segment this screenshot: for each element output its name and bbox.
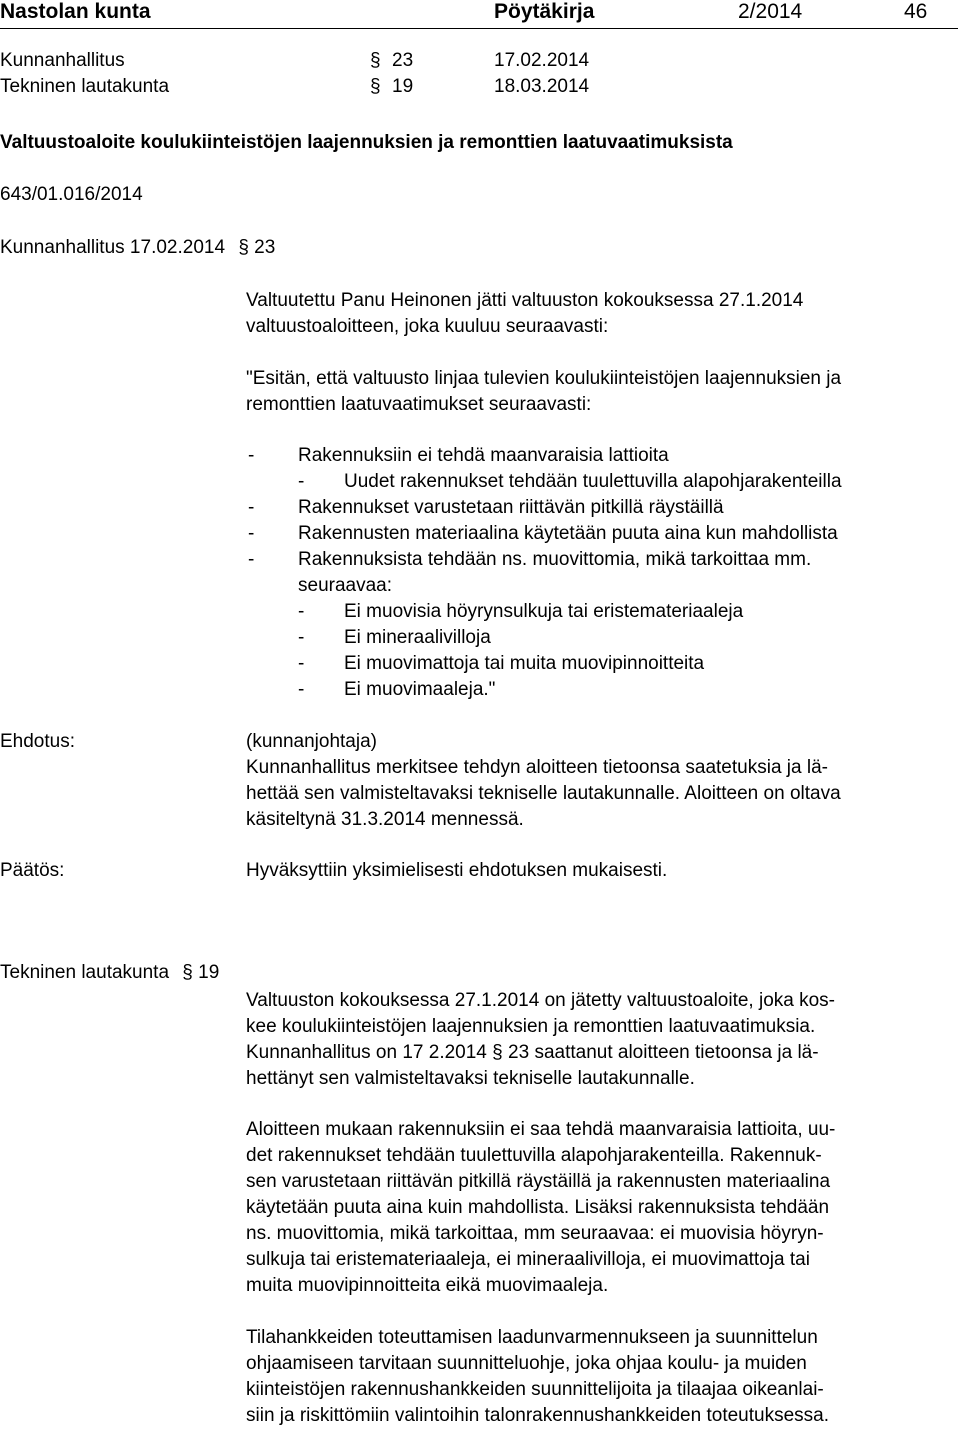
paragraph-line: ohjaamiseen tarvitaan suunnitteluohje, joka ohjaa koulu- ja muiden — [246, 1353, 807, 1374]
paragraph-line: sen varustetaan riittävän pitkillä räystäillä ja rakennusten materiaalina — [246, 1171, 831, 1192]
list-item: - Ei mineraalivilloja — [298, 627, 491, 648]
kh-intro-line: valtuustoaloitteen, joka kuuluu seuraavasti: — [246, 316, 609, 337]
proposal-text — [246, 729, 958, 833]
document-type: Pöytäkirja — [494, 0, 595, 23]
paragraph-line: siin ja riskittömiin valintoihin talonrakennushankkeiden toteutuksessa. — [246, 1405, 829, 1426]
section-symbol-icon: § — [492, 1042, 503, 1063]
tl-paragraph-3 — [246, 1325, 958, 1429]
document-title: Valtuustoaloite koulukiinteistöjen laajennuksien ja remonttien laatuvaatimuksista — [0, 132, 733, 153]
tl-heading — [0, 962, 219, 984]
list-item: - Ei muovimaaleja." — [298, 679, 496, 700]
paragraph-line: käytetään puuta aina kuin mahdollista. Lisäksi rakennuksista tehdään — [246, 1197, 830, 1218]
paragraph-line: ns. muovittomia, mikä tarkoittaa, mm seuraavaa: ei muovisia höyryn- — [246, 1223, 824, 1244]
decision-text: Hyväksyttiin yksimielisesti ehdotuksen mukaisesti. — [246, 860, 668, 881]
tl-paragraph-2 — [246, 1117, 958, 1299]
kh-heading-section: 23 — [254, 237, 276, 258]
ref-date-2: 18.03.2014 — [494, 76, 590, 97]
ref-body-1: Kunnanhallitus — [0, 50, 125, 71]
document-number: 2/2014 — [738, 0, 803, 23]
decision-label: Päätös: — [0, 860, 65, 881]
kh-heading-body: Kunnanhallitus 17.02.2014 — [0, 237, 226, 258]
proposal-line: hettää sen valmisteltavaksi tekniselle lautakunnalle. Aloitteen on oltava — [246, 783, 841, 804]
list-item: - Uudet rakennukset tehdään tuulettuvilla alapohjarakenteilla — [298, 471, 842, 492]
ref-body-2: Tekninen lautakunta — [0, 76, 170, 97]
paragraph-line: det rakennukset tehdään tuulettuvilla alapohjarakenteilla. Rakennuk- — [246, 1145, 822, 1166]
kh-intro — [246, 288, 958, 340]
header-rule — [0, 28, 958, 29]
list-item: - Rakennukset varustetaan riittävän pitkillä räystäillä — [248, 497, 724, 518]
section-symbol-icon: § — [370, 50, 381, 71]
kh-heading — [0, 237, 275, 259]
ref-date-1: 17.02.2014 — [494, 50, 590, 71]
ref-section-1: 23 — [392, 50, 414, 71]
kh-quote — [246, 366, 958, 418]
tl-heading-section: 19 — [198, 962, 220, 983]
list-item: - Rakennuksiin ei tehdä maanvaraisia lattioita — [248, 445, 669, 466]
case-number: 643/01.016/2014 — [0, 184, 143, 205]
paragraph-line: hettänyt sen valmisteltavaksi tekniselle lautakunnalle. — [246, 1068, 695, 1089]
paragraph-line: Valtuuston kokouksessa 27.1.2014 on jätetty valtuustoaloite, joka kos- — [246, 990, 836, 1011]
list-item: - Ei muovimattoja tai muita muovipinnoitteita — [298, 653, 705, 674]
paragraph-line: kee koulukiinteistöjen laajennuksien ja remonttien laatuvaatimuksia. — [246, 1016, 816, 1037]
list-item: - Rakennusten materiaalina käytetään puuta aina kun mahdollista — [248, 523, 838, 544]
section-symbol-icon: § — [182, 962, 193, 983]
list-item: seuraavaa: — [298, 575, 393, 596]
ref-section-2: 19 — [392, 76, 414, 97]
proposal-line: (kunnanjohtaja) — [246, 731, 377, 752]
kh-quote-line: remonttien laatuvaatimukset seuraavasti: — [246, 394, 592, 415]
page-number: 46 — [904, 0, 928, 23]
section-symbol-icon: § — [370, 76, 381, 97]
list-item: - Ei muovisia höyrynsulkuja tai eristemateriaaleja — [298, 601, 744, 622]
kh-quote-line: "Esitän, että valtuusto linjaa tulevien koulukiinteistöjen laajennuksien ja — [246, 368, 842, 389]
paragraph-line: kiinteistöjen rakennushankkeiden suunnittelijoita ja tilaajaa oikeanlai- — [246, 1379, 824, 1400]
proposal-label: Ehdotus: — [0, 731, 75, 752]
proposal-line: käsiteltynä 31.3.2014 mennessä. — [246, 809, 524, 830]
kh-intro-line: Valtuutettu Panu Heinonen jätti valtuuston kokouksessa 27.1.2014 — [246, 290, 804, 311]
list-item: - Rakennuksista tehdään ns. muovittomia, mikä tarkoittaa mm. — [248, 549, 812, 570]
paragraph-line: sulkuja tai eristemateriaaleja, ei mineraalivilloja, ei muovimattoja tai — [246, 1249, 810, 1270]
section-symbol-icon: § — [238, 237, 249, 258]
tl-paragraph-1 — [246, 988, 958, 1092]
paragraph-line: Aloitteen mukaan rakennuksiin ei saa tehdä maanvaraisia lattioita, uu- — [246, 1119, 836, 1140]
organization-name: Nastolan kunta — [0, 0, 151, 23]
paragraph-line: Kunnanhallitus on 17 2.2014 § 23 saattanut aloitteen tietoonsa ja lä- — [246, 1042, 819, 1063]
paragraph-line: muita muovipinnoitteita eikä muovimaaleja. — [246, 1275, 609, 1296]
tl-heading-body: Tekninen lautakunta — [0, 962, 170, 983]
paragraph-line: Tilahankkeiden toteuttamisen laadunvarmennukseen ja suunnittelun — [246, 1327, 818, 1348]
proposal-line: Kunnanhallitus merkitsee tehdyn aloitteen tietoonsa saatetuksia ja lä- — [246, 757, 828, 778]
